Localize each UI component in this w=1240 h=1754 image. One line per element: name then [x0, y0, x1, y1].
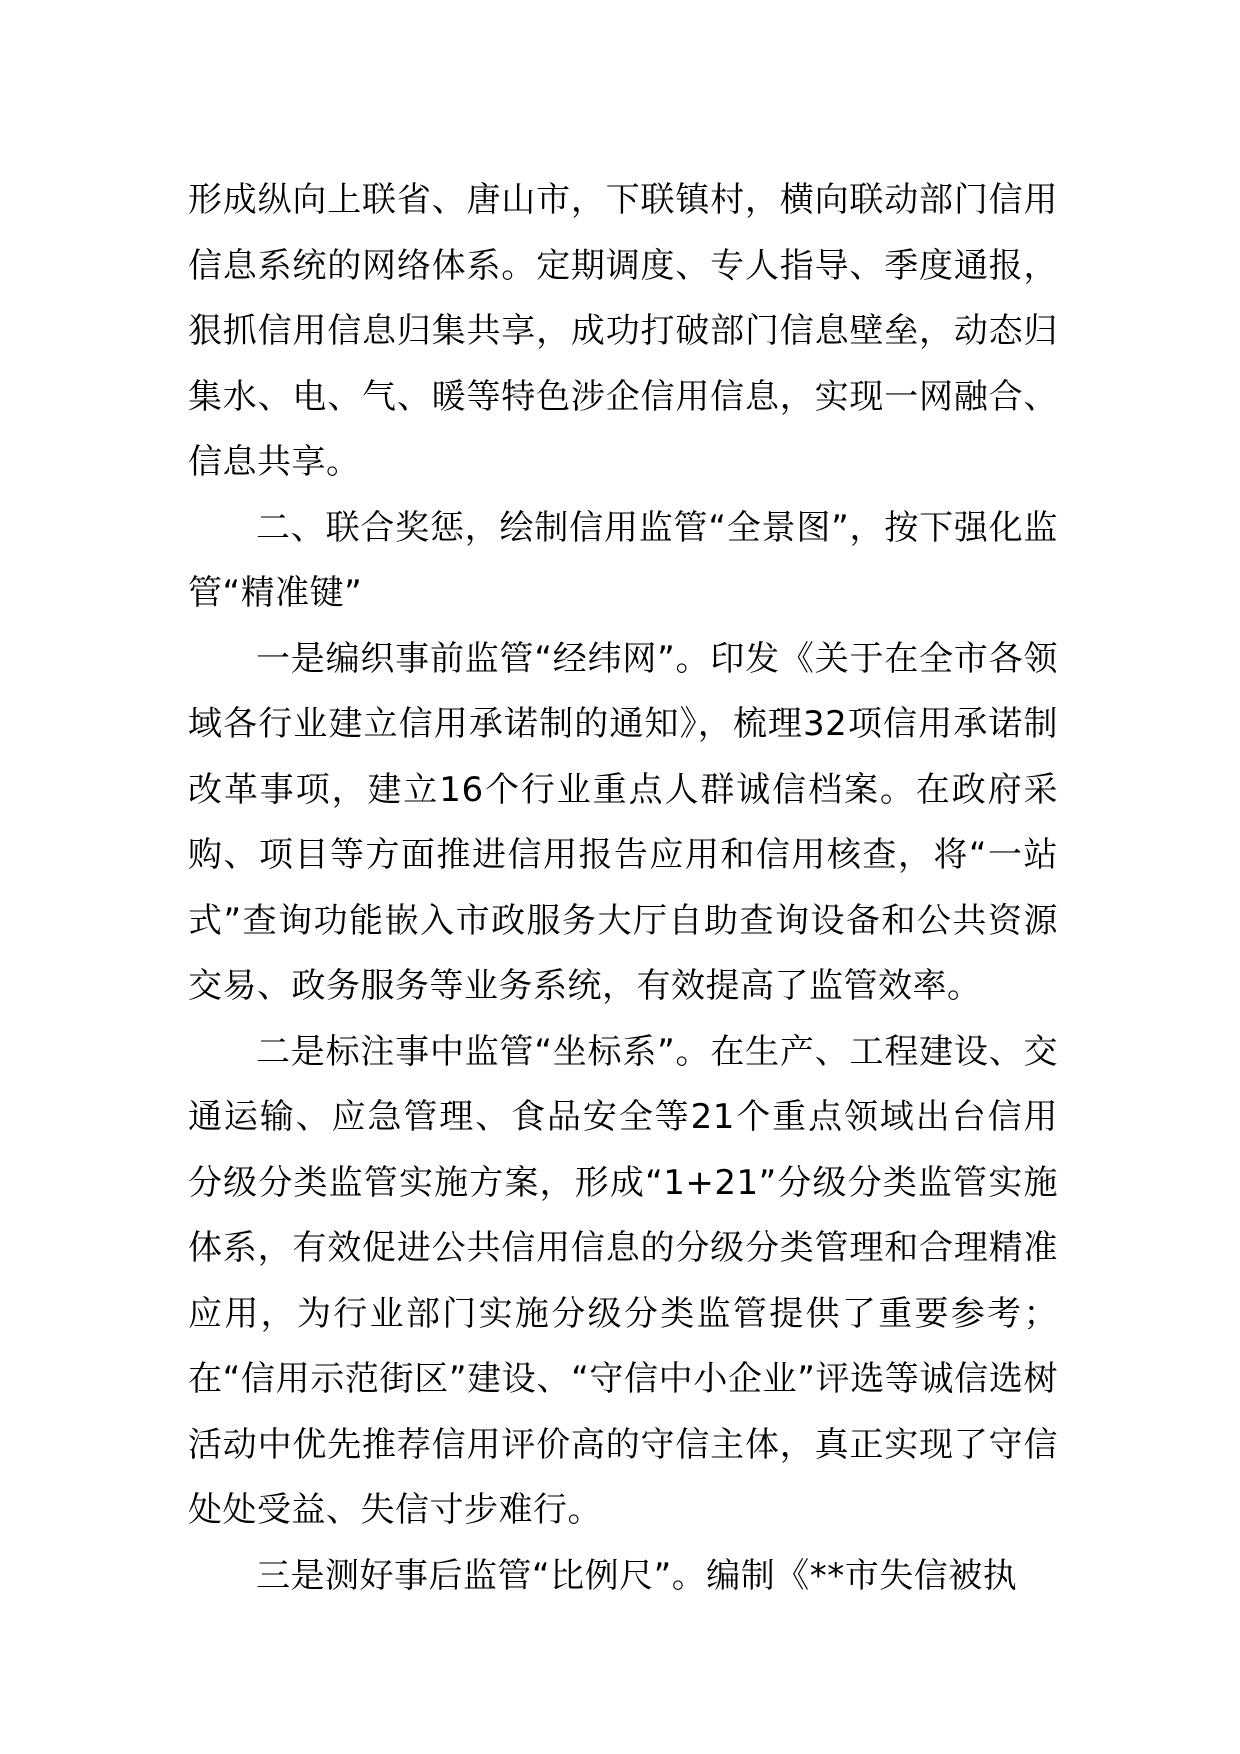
- paragraph-post-supervision: 三是测好事后监管“比例尺”。编制《**市失信被执: [256, 1555, 1018, 1596]
- document-body: [188, 168, 1058, 1609]
- paragraph-in-supervision: 二是标注事中监管“坐标系”。在生产、工程建设、交通运输、应急管理、食品安全等21个重点领域出台信用分级分类监管实施方案，形成“1+21”分级分类监管实施体系，有效促进公共信用信息的分级分类管理和合理精准应用，为行业部门实施分级分类监管提供了重要参考；在“信用示范街区”建设、“守信中小企业”评选等诚信选树活动中优先推荐信用评价高的守信主体，真正实现了守信处处受益、失信寸步难行。: [188, 1031, 1058, 1530]
- section-heading: 二、联合奖惩，绘制信用监管“全景图”，按下强化监管“精准键”: [188, 507, 1058, 613]
- paragraph-pre-supervision: 一是编织事前监管“经纬网”。印发《关于在全市各领域各行业建立信用承诺制的通知》，梳理32项信用承诺制改革事项，建立16个行业重点人群诚信档案。在政府采购、项目等方面推进信用报告应用和信用核查，将“一站式”查询功能嵌入市政服务大厅自助查询设备和公共资源交易、政务服务等业务系统，有效提高了监管效率。: [188, 638, 1058, 1006]
- paragraph-continuation: 形成纵向上联省、唐山市，下联镇村，横向联动部门信用信息系统的网络体系。定期调度、专人指导、季度通报，狠抓信用信息归集共享，成功打破部门信息壁垒，动态归集水、电、气、暖等特色涉企信用信息，实现一网融合、信息共享。: [188, 180, 1058, 482]
